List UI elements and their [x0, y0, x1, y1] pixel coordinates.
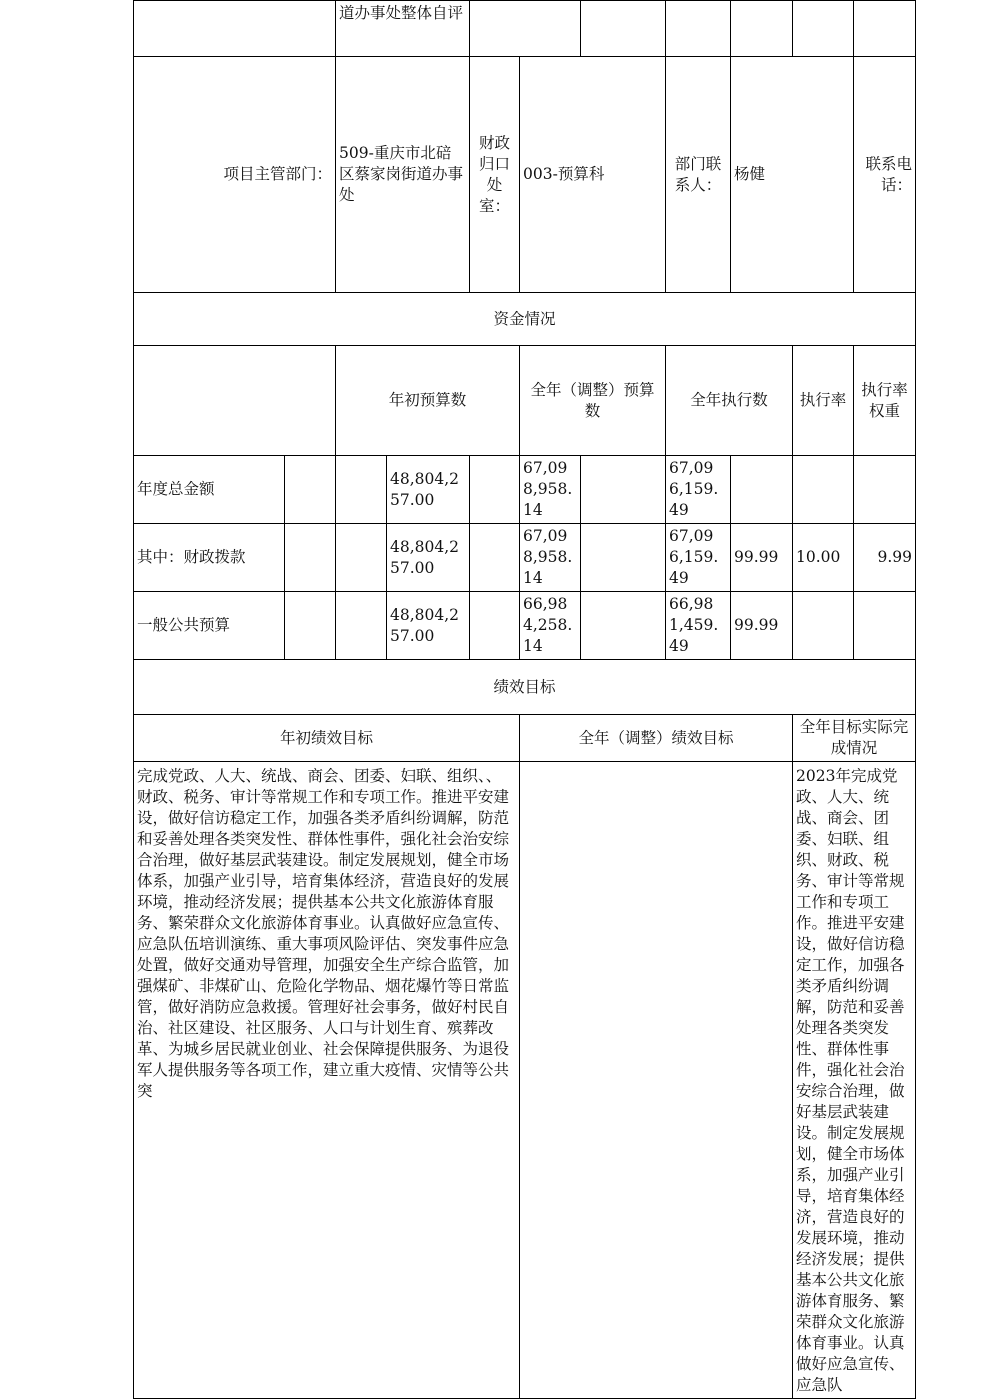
- score-value: [854, 456, 916, 524]
- initial-value: 48,804,257.00: [387, 456, 470, 524]
- adjusted-value: 67,098,958.14: [520, 456, 581, 524]
- performance-table: [133, 0, 916, 1399]
- executed-value: 67,096,159.49: [666, 524, 731, 592]
- contact-value: 杨健: [731, 57, 854, 293]
- funds-title-row: [134, 293, 916, 346]
- col-rate: 执行率: [793, 346, 854, 456]
- rate-value: 99.99: [731, 592, 793, 660]
- adjusted-goal-text: [520, 762, 793, 1399]
- goals-header-row: [134, 715, 916, 762]
- score-value: 9.99: [854, 524, 916, 592]
- funds-row-total: [134, 456, 916, 524]
- rate-value: 99.99: [731, 524, 793, 592]
- actual-completion-text: 2023年完成党政、人大、统战、商会、团委、妇联、组织、财政、税务、审计等常规工作和专项工作。推进平安建设，做好信访稳定工作，加强各类矛盾纠纷调解，防范和妥善处理各类突发性、群体性事件，强化社会治安综合治理，做好基层武装建设。制定发展规划，健全市场体系，加强产业引导，培育集体经济，营造良好的发展环境，推动经济发展；提供基本公共文化旅游体育服务、繁荣群众文化旅游体育事业。认真做好应急宣传、应急队: [793, 762, 916, 1399]
- col-weight: 执行率权重: [854, 346, 916, 456]
- col-initial-budget: 年初预算数: [336, 346, 520, 456]
- weight-value: 10.00: [793, 524, 854, 592]
- adjusted-value: 66,984,258.14: [520, 592, 581, 660]
- initial-value: 48,804,257.00: [387, 592, 470, 660]
- contact-label: 部门联系人：: [666, 57, 731, 293]
- dept-label: 项目主管部门：: [134, 57, 336, 293]
- phone-label: 联系电话：: [854, 57, 916, 293]
- weight-value: [793, 456, 854, 524]
- finance-value: 003-预算科: [520, 57, 666, 293]
- department-row: [134, 57, 916, 293]
- adjusted-value: 67,098,958.14: [520, 524, 581, 592]
- goals-section-title: 绩效目标: [134, 660, 916, 715]
- col-actual-completion: 全年目标实际完成情况: [793, 715, 916, 762]
- finance-label: 财政归口处室：: [470, 57, 520, 293]
- goals-content-row: [134, 762, 916, 1399]
- col-adjusted-goal: 全年（调整）绩效目标: [520, 715, 793, 762]
- row-label: 其中：财政拨款: [134, 524, 285, 592]
- funds-section-title: 资金情况: [134, 293, 916, 346]
- col-initial-goal: 年初绩效目标: [134, 715, 520, 762]
- unit-name-tail: 道办事处整体自评: [336, 1, 470, 57]
- weight-value: [793, 592, 854, 660]
- executed-value: 66,981,459.49: [666, 592, 731, 660]
- col-executed: 全年执行数: [666, 346, 793, 456]
- funds-row-general: [134, 592, 916, 660]
- initial-value: 48,804,257.00: [387, 524, 470, 592]
- initial-goal-text: 完成党政、人大、统战、商会、团委、妇联、组织、、财政、税务、审计等常规工作和专项工作。推进平安建设，做好信访稳定工作，加强各类矛盾纠纷调解，防范和妥善处理各类突发性、群体性事件，强化社会治安综合治理，做好基层武装建设。制定发展规划，健全市场体系，加强产业引导，培育集体经济，营造良好的发展环境，推动经济发展；提供基本公共文化旅游体育服务、繁荣群众文化旅游体育事业。认真做好应急宣传、应急队伍培训演练、重大事项风险评估、突发事件应急处置，做好交通劝导管理，加强安全生产综合监管，加强煤矿、非煤矿山、危险化学物品、烟花爆竹等日常监管，做好消防应急救援。管理好社会事务，做好村民自治、社区建设、社区服务、人口与计划生育、殡葬改革、为城乡居民就业创业、社会保障提供服务、为退役军人提供服务等各项工作，建立重大疫情、灾情等公共突: [134, 762, 520, 1399]
- dept-value: 509-重庆市北碚区蔡家岗街道办事处: [336, 57, 470, 293]
- row-label: 一般公共预算: [134, 592, 285, 660]
- goals-title-row: [134, 660, 916, 715]
- rate-value: [731, 456, 793, 524]
- col-adjusted-budget: 全年（调整）预算数: [520, 346, 666, 456]
- funds-header-row: [134, 346, 916, 456]
- row-label: 年度总金额: [134, 456, 285, 524]
- score-value: [854, 592, 916, 660]
- unit-continuation-row: [134, 1, 916, 57]
- executed-value: 67,096,159.49: [666, 456, 731, 524]
- funds-row-fiscal: [134, 524, 916, 592]
